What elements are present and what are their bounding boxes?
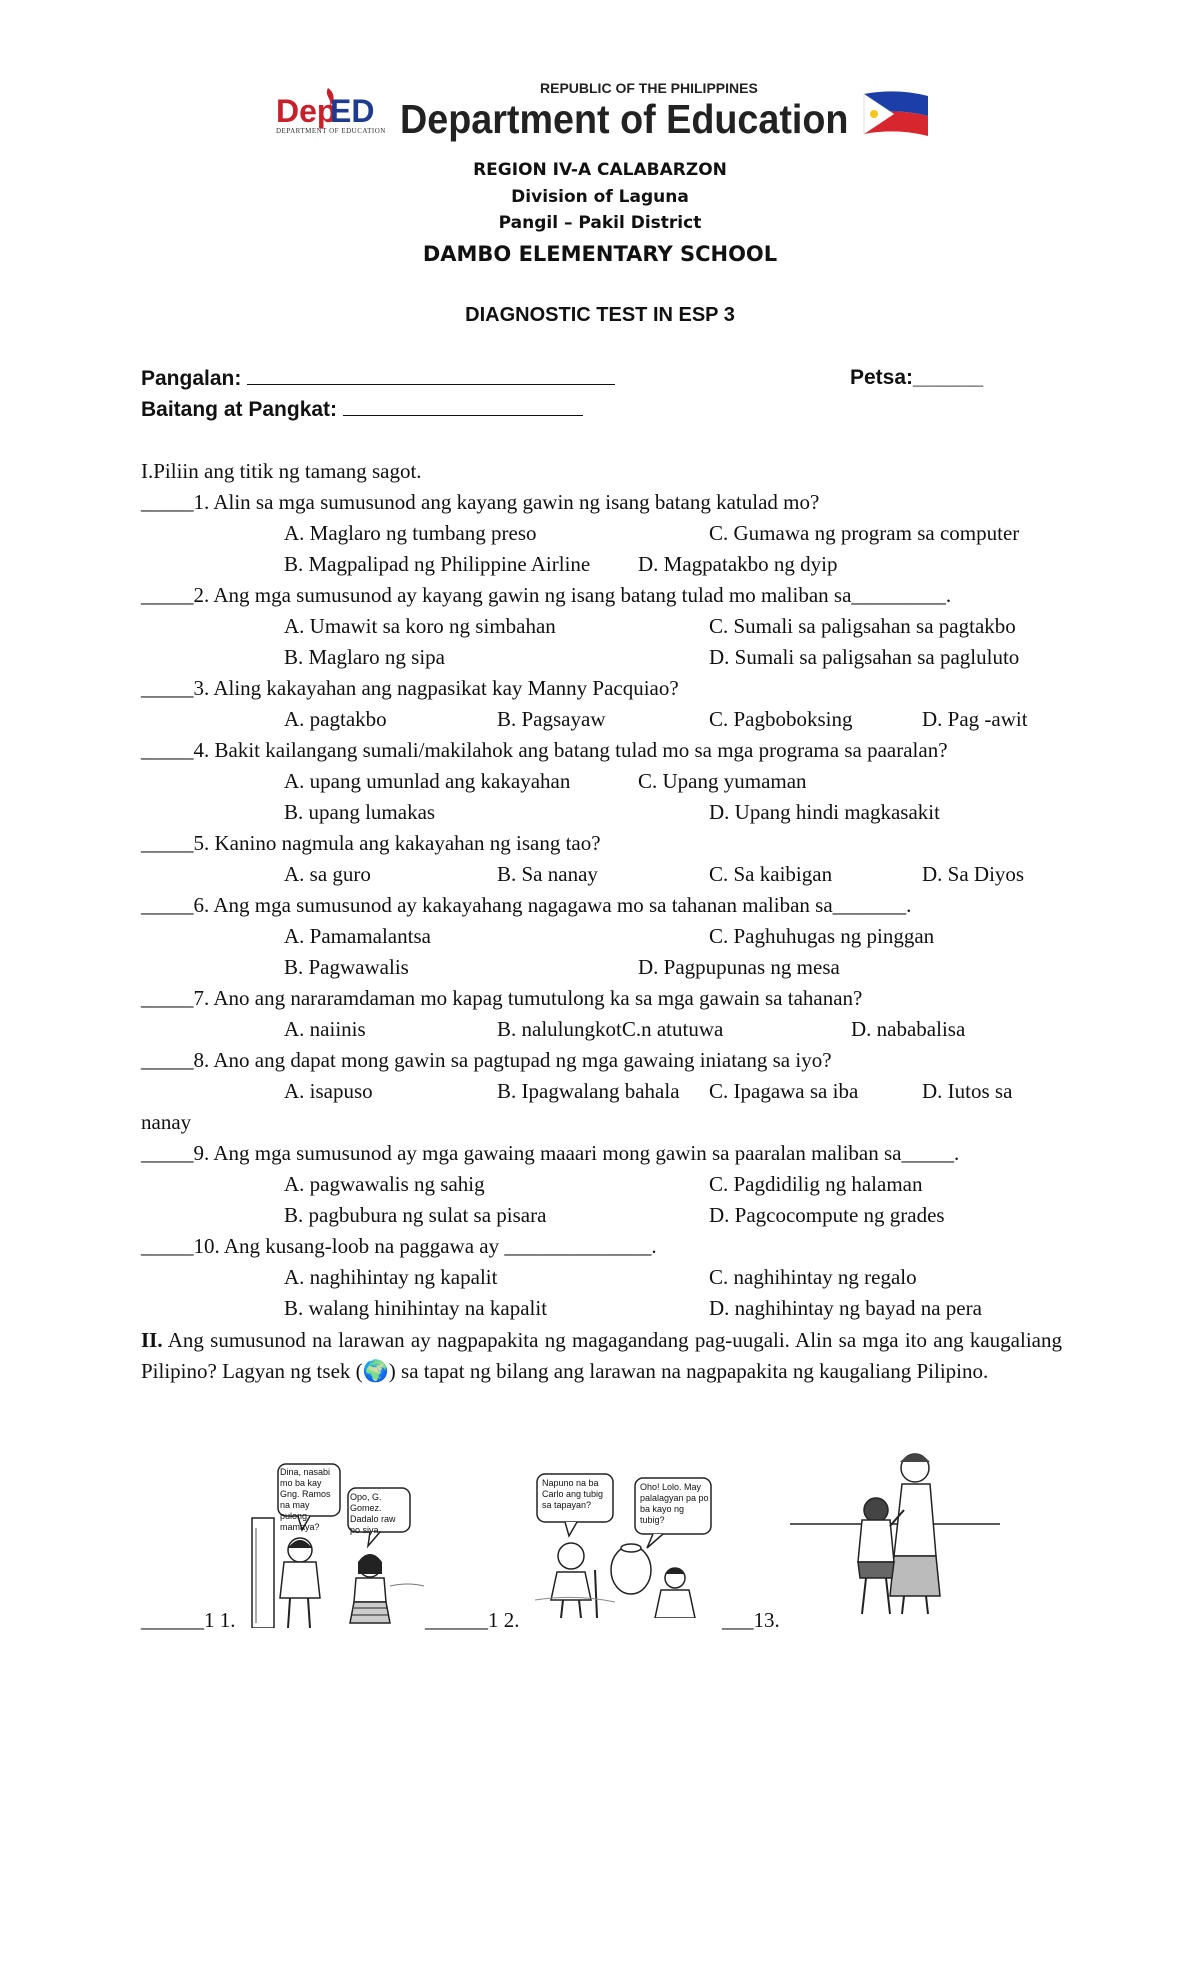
choice-10a[interactable]: A. naghihintay ng kapalit <box>284 1265 498 1289</box>
choice-2b[interactable]: B. Maglaro ng sipa <box>284 645 445 669</box>
choice-7b[interactable]: B. nalulungkotC.n atutuwa <box>497 1017 724 1041</box>
choice-8b[interactable]: B. Ipagwalang bahala <box>497 1079 680 1103</box>
division-text: Division of Laguna <box>511 187 689 207</box>
choice-10b[interactable]: B. walang hinihintay na kapalit <box>284 1296 548 1320</box>
choice-5d[interactable]: D. Sa Diyos <box>922 862 1025 886</box>
name-field[interactable] <box>141 366 615 391</box>
picture-12-answer[interactable]: ______1 2. <box>425 1608 520 1632</box>
choice-8a[interactable]: A. isapuso <box>284 1079 373 1103</box>
choice-3a[interactable]: A. pagtakbo <box>284 707 387 731</box>
choice-9c[interactable]: C. Pagdidilig ng halaman <box>709 1172 923 1196</box>
choice-3b[interactable]: B. Pagsayaw <box>497 707 606 731</box>
district-text: Pangil – Pakil District <box>498 213 702 233</box>
question-3: _____3. Aling kakayahan ang nagpasikat kay Manny Pacquiao? <box>141 676 679 700</box>
choice-4d[interactable]: D. Upang hindi magkasakit <box>709 800 940 824</box>
choice-1d[interactable]: D. Magpatakbo ng dyip <box>638 552 838 576</box>
question-4: _____4. Bakit kailangang sumali/makilahok ang batang tulad mo sa mga programa sa paaralan? <box>141 738 948 762</box>
question-10: _____10. Ang kusang-loob na paggawa ay ______________. <box>141 1234 657 1258</box>
choice-10c[interactable]: C. naghihintay ng regalo <box>709 1265 917 1289</box>
svg-text:ED: ED <box>330 93 375 129</box>
question-6: _____6. Ang mga sumusunod ay kakayahang nagagawa mo sa tahanan maliban sa_______. <box>141 893 912 917</box>
part2-instruction <box>141 1325 1062 1387</box>
choice-8d-continuation: nanay <box>141 1110 192 1134</box>
choice-5c[interactable]: C. Sa kaibigan <box>709 862 833 886</box>
svg-text:Dep: Dep <box>276 93 337 129</box>
question-1: _____1. Alin sa mga sumusunod ang kayang gawin ng isang batang katulad mo? <box>141 490 820 514</box>
choice-6a[interactable]: A. Pamamalantsa <box>284 924 431 948</box>
grade-section-blank[interactable] <box>343 397 583 416</box>
question-9: _____9. Ang mga sumusunod ay mga gawaing maaari mong gawin sa paaralan maliban sa_____. <box>141 1141 960 1165</box>
choice-9b[interactable]: B. pagbubura ng sulat sa pisara <box>284 1203 547 1227</box>
test-title: DIAGNOSTIC TEST IN ESP 3 <box>465 304 735 326</box>
name-label: Pangalan: <box>141 367 242 390</box>
philippine-flag-icon <box>860 88 932 145</box>
grade-section-field[interactable] <box>141 397 583 422</box>
picture-11-answer[interactable]: ______1 1. <box>141 1608 236 1632</box>
choice-5a[interactable]: A. sa guro <box>284 862 371 886</box>
grade-section-label: Baitang at Pangkat: <box>141 398 338 421</box>
region-text: REGION IV-A CALABARZON <box>473 160 727 180</box>
choice-8c[interactable]: C. Ipagawa sa iba <box>709 1079 859 1103</box>
choice-3d[interactable]: D. Pag -awit <box>922 707 1028 731</box>
part2-text: Ang sumusunod na larawan ay nagpapakita ng magagandang pag-uugali. Alin sa mga ito ang kaugaliang Pilipino? Lagyan ng tsek (🌍) sa tapat ng bilang ang larawan na nagpapakita ng kaugaliang Pilipino. <box>141 1328 1062 1383</box>
choice-6c[interactable]: C. Paghuhugas ng pinggan <box>709 924 935 948</box>
choice-9a[interactable]: A. pagwawalis ng sahig <box>284 1172 485 1196</box>
choice-1a[interactable]: A. Maglaro ng tumbang preso <box>284 521 537 545</box>
choice-9d[interactable]: D. Pagcocompute ng grades <box>709 1203 945 1227</box>
choice-4a[interactable]: A. upang umunlad ang kakayahan <box>284 769 571 793</box>
choice-4c[interactable]: C. Upang yumaman <box>638 769 807 793</box>
question-8: _____8. Ano ang dapat mong gawin sa pagtupad ng mga gawaing iniatang sa iyo? <box>141 1048 832 1072</box>
picture-13-illustration <box>790 1446 1000 1618</box>
date-field[interactable]: Petsa:______ <box>850 366 984 389</box>
choice-5b[interactable]: B. Sa nanay <box>497 862 598 886</box>
choice-8d[interactable]: D. Iutos sa <box>922 1079 1013 1103</box>
choice-2c[interactable]: C. Sumali sa paligsahan sa pagtakbo <box>709 614 1016 638</box>
department-title: Department of Education <box>400 96 849 142</box>
school-name: DAMBO ELEMENTARY SCHOOL <box>422 242 778 266</box>
choice-6d[interactable]: D. Pagpupunas ng mesa <box>638 955 840 979</box>
picture-11-bubble-2: Opo, G. Gomez. Dadalo raw po siya. <box>350 1492 396 1535</box>
picture-11-bubble-1: Dina, nasabi mo ba kay Gng. Ramos na may pulong mamaya? <box>280 1467 331 1532</box>
choice-6b[interactable]: B. Pagwawalis <box>284 955 409 979</box>
question-5: _____5. Kanino nagmula ang kakayahan ng isang tao? <box>141 831 601 855</box>
picture-13-answer[interactable]: ___13. <box>722 1608 780 1632</box>
choice-7d[interactable]: D. nababalisa <box>851 1017 966 1041</box>
choice-1b[interactable]: B. Magpalipad ng Philippine Airline <box>284 552 591 576</box>
choice-1c[interactable]: C. Gumawa ng program sa computer <box>709 521 1020 545</box>
republic-text: REPUBLIC OF THE PHILIPPINES <box>540 80 758 96</box>
question-7: _____7. Ano ang nararamdaman mo kapag tumutulong ka sa mga gawain sa tahanan? <box>141 986 863 1010</box>
question-2: _____2. Ang mga sumusunod ay kayang gawin ng isang batang tulad mo maliban sa_________. <box>141 583 952 607</box>
choice-3c[interactable]: C. Pagboboksing <box>709 707 853 731</box>
picture-12-bubble-1: Napuno na ba Carlo ang tubig sa tapayan? <box>542 1478 604 1510</box>
name-blank[interactable] <box>247 366 615 385</box>
choice-10d[interactable]: D. naghihintay ng bayad na pera <box>709 1296 982 1320</box>
part2-label: II. <box>141 1328 163 1352</box>
part1-instruction: I.Piliin ang titik ng tamang sagot. <box>141 459 422 483</box>
deped-logo-subtext: DEPARTMENT OF EDUCATION <box>276 127 386 135</box>
choice-4b[interactable]: B. upang lumakas <box>284 800 436 824</box>
picture-12-bubble-2: Oho! Lolo. May palalagyan pa po ba kayo ng tubig? <box>640 1482 709 1525</box>
choice-7a[interactable]: A. naiinis <box>284 1017 366 1041</box>
choice-2d[interactable]: D. Sumali sa paligsahan sa pagluluto <box>709 645 1020 669</box>
choice-2a[interactable]: A. Umawit sa koro ng simbahan <box>284 614 556 638</box>
